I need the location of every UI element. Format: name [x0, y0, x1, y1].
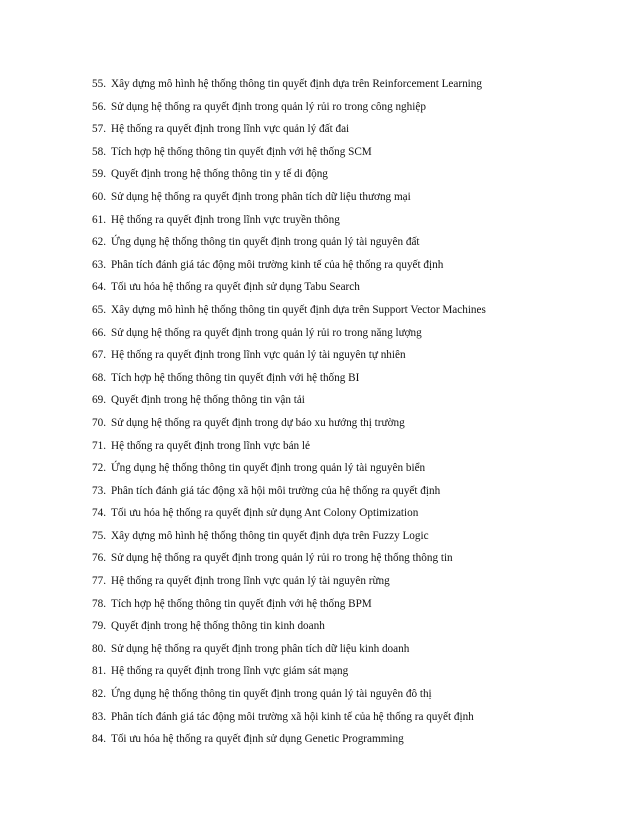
topic-text: Tối ưu hóa hệ thống ra quyết định sử dụng Ant Colony Optimization: [111, 507, 419, 520]
topic-number: 83.: [92, 710, 106, 723]
topic-text: Tối ưu hóa hệ thống ra quyết định sử dụng Tabu Search: [111, 281, 360, 294]
topic-number: 66.: [92, 326, 106, 339]
list-item: [92, 276, 612, 299]
topic-text: Phân tích đánh giá tác động môi trường xã hội kinh tế của hệ thống ra quyết định: [111, 710, 474, 723]
topic-number: 69.: [92, 394, 106, 407]
list-item: [92, 638, 612, 661]
topic-number: 56.: [92, 100, 106, 113]
topic-number: 79.: [92, 620, 106, 633]
list-item: [92, 683, 612, 706]
list-item: [92, 344, 612, 367]
topic-number: 84.: [92, 733, 106, 746]
topic-text: Tích hợp hệ thống thông tin quyết định với hệ thống BPM: [111, 597, 372, 610]
topic-text: Sử dụng hệ thống ra quyết định trong quản lý rủi ro trong năng lượng: [111, 326, 422, 339]
topic-number: 81.: [92, 665, 106, 678]
topic-text: Xây dựng mô hình hệ thống thông tin quyết định dựa trên Support Vector Machines: [111, 303, 486, 316]
topic-text: Sử dụng hệ thống ra quyết định trong phân tích dữ liệu kinh doanh: [111, 642, 410, 655]
topic-number: 62.: [92, 236, 106, 249]
topic-text: Hệ thống ra quyết định trong lĩnh vực giám sát mạng: [111, 665, 349, 678]
topic-text: Sử dụng hệ thống ra quyết định trong phân tích dữ liệu thương mại: [111, 190, 411, 203]
topic-text: Tích hợp hệ thống thông tin quyết định với hệ thống BI: [111, 371, 360, 384]
topic-text: Hệ thống ra quyết định trong lĩnh vực quản lý tài nguyên tự nhiên: [111, 349, 406, 362]
topic-number: 74.: [92, 507, 106, 520]
list-item: [92, 209, 612, 232]
list-item: [92, 412, 612, 435]
topic-text: Phân tích đánh giá tác động xã hội môi trường của hệ thống ra quyết định: [111, 484, 441, 497]
topic-number: 65.: [92, 303, 106, 316]
topic-number: 71.: [92, 439, 106, 452]
list-item: [92, 547, 612, 570]
list-item: [92, 570, 612, 593]
topic-number: 63.: [92, 258, 106, 271]
topic-number: 55.: [92, 78, 106, 90]
topic-text: Xây dựng mô hình hệ thống thông tin quyết định dựa trên Reinforcement Learning: [111, 78, 482, 90]
topic-text: Quyết định trong hệ thống thông tin vận tải: [111, 394, 305, 407]
list-item: [92, 141, 612, 164]
list-item: [92, 435, 612, 458]
list-item: [92, 660, 612, 683]
list-item: [92, 502, 612, 525]
topic-list: [92, 73, 612, 751]
list-item: [92, 615, 612, 638]
topic-text: Hệ thống ra quyết định trong lĩnh vực quản lý tài nguyên rừng: [111, 575, 390, 588]
topic-number: 58.: [92, 145, 106, 158]
list-item: [92, 299, 612, 322]
topic-text: Quyết định trong hệ thống thông tin kinh doanh: [111, 620, 325, 633]
topic-text: Hệ thống ra quyết định trong lĩnh vực quản lý đất đai: [111, 123, 350, 136]
list-item: [92, 96, 612, 119]
topic-text: Ứng dụng hệ thống thông tin quyết định trong quản lý tài nguyên biển: [111, 462, 426, 475]
list-item: [92, 163, 612, 186]
topic-number: 75.: [92, 529, 106, 542]
list-item: [92, 73, 612, 96]
list-item: [92, 480, 612, 503]
topic-text: Ứng dụng hệ thống thông tin quyết định trong quản lý tài nguyên đất: [111, 236, 420, 249]
topic-text: Hệ thống ra quyết định trong lĩnh vực bán lẻ: [111, 439, 311, 452]
topic-text: Tích hợp hệ thống thông tin quyết định với hệ thống SCM: [111, 145, 372, 158]
topic-number: 76.: [92, 552, 106, 565]
topic-text: Ứng dụng hệ thống thông tin quyết định trong quản lý tài nguyên đô thị: [111, 688, 432, 701]
list-item: [92, 706, 612, 729]
list-item: [92, 389, 612, 412]
topic-number: 59.: [92, 168, 106, 181]
topic-text: Sử dụng hệ thống ra quyết định trong quản lý rủi ro trong hệ thống thông tin: [111, 552, 453, 565]
topic-text: Xây dựng mô hình hệ thống thông tin quyết định dựa trên Fuzzy Logic: [111, 529, 429, 542]
topic-number: 67.: [92, 349, 106, 362]
topic-number: 68.: [92, 371, 106, 384]
list-item: [92, 367, 612, 390]
list-item: [92, 728, 612, 751]
list-item: [92, 118, 612, 141]
topic-number: 72.: [92, 462, 106, 475]
list-item: [92, 457, 612, 480]
list-item: [92, 322, 612, 345]
topic-number: 64.: [92, 281, 106, 294]
topic-number: 73.: [92, 484, 106, 497]
topic-number: 80.: [92, 642, 106, 655]
topic-text: Quyết định trong hệ thống thông tin y tế di động: [111, 168, 328, 181]
topic-number: 57.: [92, 123, 106, 136]
topic-number: 61.: [92, 213, 106, 226]
list-item: [92, 231, 612, 254]
topic-text: Sử dụng hệ thống ra quyết định trong quản lý rủi ro trong công nghiệp: [111, 100, 426, 113]
topic-number: 78.: [92, 597, 106, 610]
list-item: [92, 254, 612, 277]
topic-number: 77.: [92, 575, 106, 588]
list-item: [92, 525, 612, 548]
topic-text: Tối ưu hóa hệ thống ra quyết định sử dụng Genetic Programming: [111, 733, 404, 746]
topic-text: Phân tích đánh giá tác động môi trường kinh tế của hệ thống ra quyết định: [111, 258, 444, 271]
topic-number: 70.: [92, 416, 106, 429]
list-item: [92, 593, 612, 616]
topic-number: 82.: [92, 688, 106, 701]
topic-text: Hệ thống ra quyết định trong lĩnh vực truyền thông: [111, 213, 340, 226]
topic-number: 60.: [92, 190, 106, 203]
topic-text: Sử dụng hệ thống ra quyết định trong dự báo xu hướng thị trường: [111, 416, 405, 429]
list-item: [92, 186, 612, 209]
